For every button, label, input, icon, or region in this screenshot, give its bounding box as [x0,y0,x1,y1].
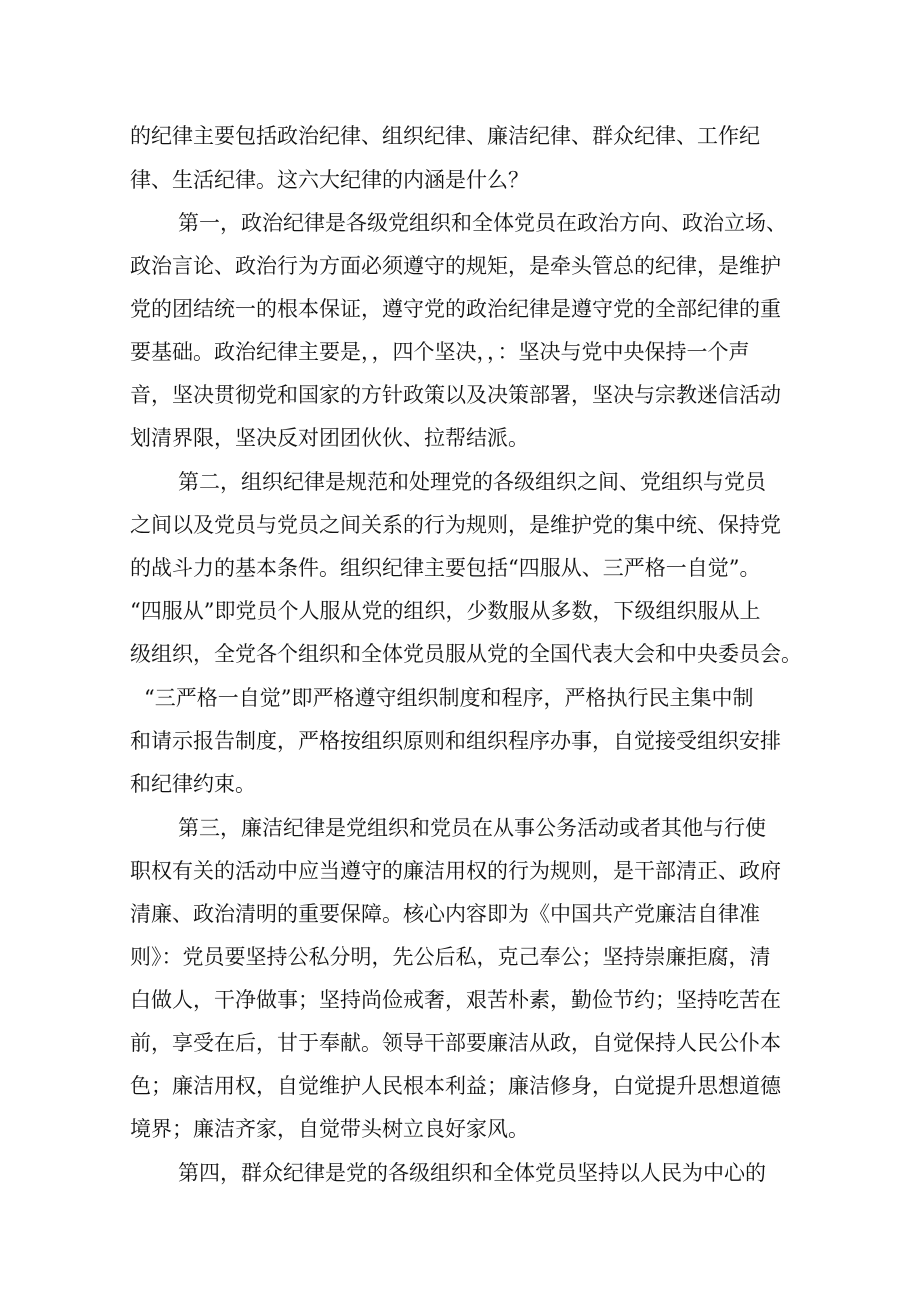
text-line: 第二，组织纪律是规范和处理党的各级组织之间、党组织与党员 [178,470,766,494]
text-line: 则》：党员要坚持公私分明，先公后私，克己奉公；坚持崇廉拒腐，清 [130,945,771,969]
text-line: 第四，群众纪律是党的各级组织和全体党员坚持以人民为中心的 [178,1161,766,1185]
text-line: 级组织，全党各个组织和全体党员服从党的全国代表大会和中央委员会。 [130,642,802,666]
text-line: 境界；廉洁齐家，自觉带头树立良好家风。 [130,1117,529,1141]
text-line: 党的团结统一的根本保证，遵守党的政治纪律是遵守党的全部纪律的重 [130,297,781,321]
text-line: 前，享受在后，甘于奉献。领导干部要廉洁从政，自觉保持人民公仆本 [130,1031,781,1055]
text-line: 清廉、政治清明的重要保障。核心内容即为《中国共产党廉洁自律准 [130,902,760,926]
text-line: 之间以及党员与党员之间关系的行为规则，是维护党的集中统、保持党 [130,513,781,537]
text-line: 政治言论、政治行为方面必须遵守的规矩，是牵头管总的纪律，是维护 [130,254,781,278]
text-line: “三严格一自觉”即严格遵守组织制度和程序，严格执行民主集中制 [144,686,754,710]
text-line: 的纪律主要包括政治纪律、组织纪律、廉洁纪律、群众纪律、工作纪 [130,124,760,148]
text-line: 的战斗力的基本条件。组织纪律主要包括“四服从、三严格一自觉”。 [130,556,761,580]
text-line: 第三，廉洁纪律是党组织和党员在从事公务活动或者其他与行使 [178,816,766,840]
text-line: 律、生活纪律。这六大纪律的内涵是什么？ [130,168,529,192]
text-line: 和纪律约束。 [130,772,256,796]
text-line: 和请示报告制度，严格按组织原则和组织程序办事，自觉接受组织安排 [130,729,781,753]
text-line: 职权有关的活动中应当遵守的廉洁用权的行为规则，是干部清正、政府 [130,859,781,883]
text-line: 白做人，干净做事；坚持尚俭戒奢，艰苦朴素，勤俭节约；坚持吃苦在 [130,988,781,1012]
text-line: 划清界限，坚决反对团团伙伙、拉帮结派。 [130,426,529,450]
text-line: 色；廉洁用权，自觉维护人民根本利益；廉洁修身，白觉提升思想道德 [130,1074,781,1098]
text-line: 音，坚决贯彻党和国家的方针政策以及决策部署，坚决与宗教迷信活动 [130,383,781,407]
text-line: “四服从”即党员个人服从党的组织，少数服从多数，下级组织服从上 [130,599,761,623]
text-line: 第一，政治纪律是各级党组织和全体党员在政治方向、政治立场、 [178,211,787,235]
text-line: 要基础。政治纪律主要是，，四个坚决，，：坚决与党中央保持一个声 [130,340,750,364]
